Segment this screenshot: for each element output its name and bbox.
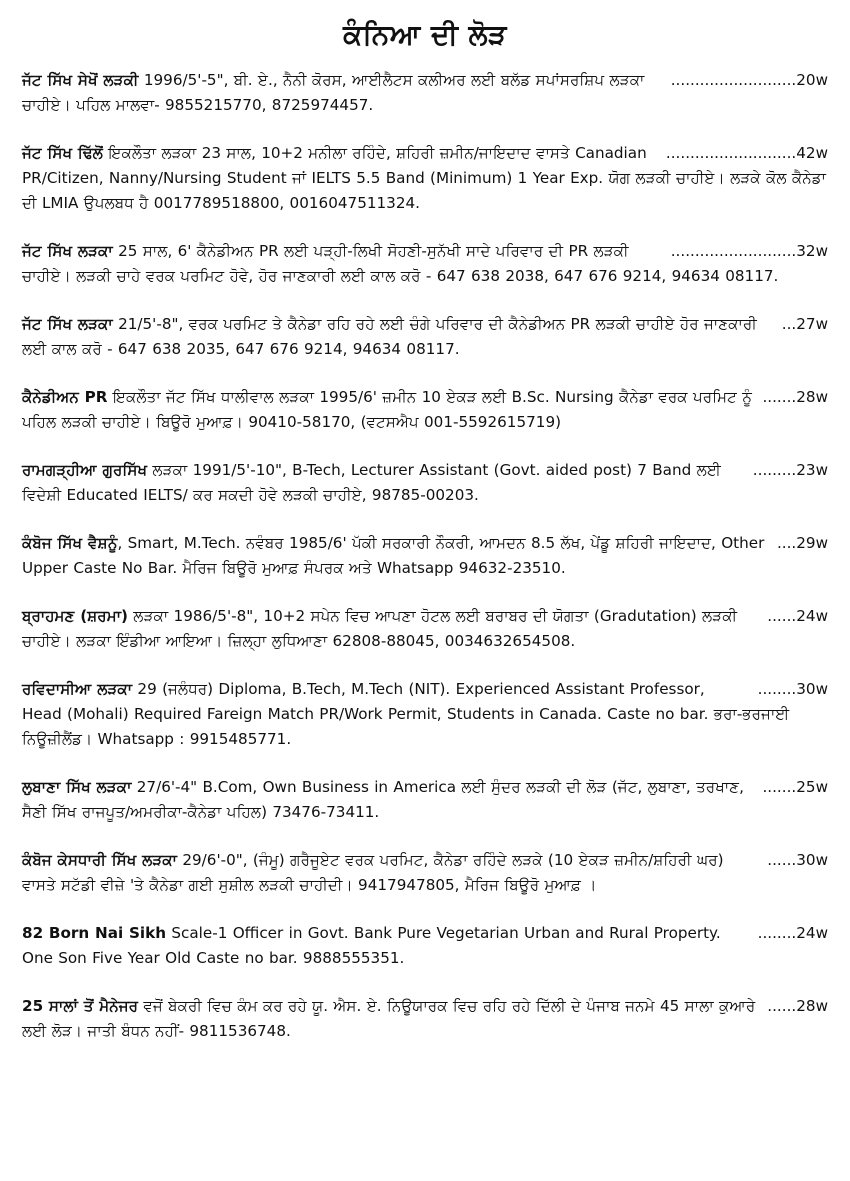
classified-ad	[22, 141, 828, 216]
ad-heading: 25 ਸਾਲਾਂ ਤੋਂ ਮੈਨੇਜਰ	[22, 997, 139, 1015]
ad-body: 29/6'-0", (ਜੰਮੂ) ਗਰੈਜੂਏਟ ਵਰਕ ਪਰਮਿਟ, ਕੈਨੇਡਾ ਰਹਿੰਦੇ ਲੜਕੇ (10 ਏਕੜ ਜ਼ਮੀਨ/ਸ਼ਹਿਰੀ ਘਰ) ਵਾਸਤੇ ਸਟੱਡੀ ਵੀਜ਼ੇ 'ਤੇ ਕੈਨੇਡਾ ਗਈ ਸੁਸ਼ੀਲ ਲੜਕੀ ਚਾਹੀਦੀ। 9417947805, ਮੈਰਿਜ ਬਿਊਰੋ ਮੁਆਫ਼ ।	[22, 851, 724, 894]
ad-word-count: .......25w	[762, 778, 828, 796]
ad-heading: ਕੈਨੇਡੀਅਨ PR	[22, 388, 108, 406]
ad-heading: ਜੱਟ ਸਿੱਖ ਲੜਕਾ	[22, 242, 113, 260]
ad-word-count: ......30w	[767, 851, 828, 869]
ad-body: 25 ਸਾਲ, 6' ਕੈਨੇਡੀਅਨ PR ਲਈ ਪੜ੍ਹੀ-ਲਿਖੀ ਸੋਹਣੀ-ਸੁਨੱਖੀ ਸਾਦੇ ਪਰਿਵਾਰ ਦੀ PR ਲੜਕੀ ਚਾਹੀਏ। ਲੜਕੀ ਚਾਹੇ ਵਰਕ ਪਰਮਿਟ ਹੋਵੇ, ਹੋਰ ਜਾਣਕਾਰੀ ਲਈ ਕਾਲ ਕਰੋ - 647 638 2038, 647 676 9214, 94634 08117.	[22, 242, 779, 285]
ad-word-count: .........23w	[752, 461, 828, 479]
ad-word-count: ........30w	[757, 680, 828, 698]
classified-ad	[22, 531, 828, 581]
ad-body: , Smart, M.Tech. ਨਵੰਬਰ 1985/6' ਪੱਕੀ ਸਰਕਾਰੀ ਨੌਕਰੀ, ਆਮਦਨ 8.5 ਲੱਖ, ਪੇਂਡੂ ਸ਼ਹਿਰੀ ਜਾਇਦਾਦ, Other Upper Caste No Bar. ਮੈਰਿਜ ਬਿਊਰੋ ਮੁਆਫ਼ ਸੰਪਰਕ ਅਤੇ Whatsapp 94632-23510.	[22, 534, 765, 577]
ad-body: ਇਕਲੌਤਾ ਜੱਟ ਸਿੱਖ ਧਾਲੀਵਾਲ ਲੜਕਾ 1995/6' ਜ਼ਮੀਨ 10 ਏਕੜ ਲਈ B.Sc. Nursing ਕੈਨੇਡਾ ਵਰਕ ਪਰਮਿਟ ਨੂੰ ਪਹਿਲ ਲੜਕੀ ਚਾਹੀਏ। ਬਿਊਰੋ ਮੁਆਫ਼। 90410-58170, (ਵਟਸਐਪ 001-5592615719)	[22, 388, 753, 431]
ad-heading: ਜੱਟ ਸਿੱਖ ਲੜਕਾ	[22, 315, 113, 333]
ad-heading: ਰਵਿਦਾਸੀਆ ਲੜਕਾ	[22, 680, 133, 698]
ad-body: 21/5'-8", ਵਰਕ ਪਰਮਿਟ ਤੇ ਕੈਨੇਡਾ ਰਹਿ ਰਹੇ ਲਈ ਚੰਗੇ ਪਰਿਵਾਰ ਦੀ ਕੈਨੇਡੀਅਨ PR ਲੜਕੀ ਚਾਹੀਏ ਹੋਰ ਜਾਣਕਾਰੀ ਲਈ ਕਾਲ ਕਰੋ - 647 638 2035, 647 676 9214, 94634 08117.	[22, 315, 757, 358]
ad-body: ਵਜੋਂ ਬੇਕਰੀ ਵਿਚ ਕੰਮ ਕਰ ਰਹੇ ਯੂ. ਐਸ. ਏ. ਨਿਊਯਾਰਕ ਵਿਚ ਰਹਿ ਰਹੇ ਦਿੱਲੀ ਦੇ ਪੰਜਾਬ ਜਨਮੇ 45 ਸਾਲਾ ਕੁਆਰੇ ਲਈ ਲੋੜ। ਜਾਤੀ ਬੰਧਨ ਨਹੀਂ- 9811536748.	[22, 997, 756, 1040]
classified-ad	[22, 385, 828, 435]
classified-ad	[22, 994, 828, 1044]
ad-word-count: ...........................42w	[665, 144, 828, 162]
classified-ad	[22, 775, 828, 825]
ad-body: ਲੜਕਾ 1986/5'-8", 10+2 ਸਪੇਨ ਵਿਚ ਆਪਣਾ ਹੋਟਲ ਲਈ ਬਰਾਬਰ ਦੀ ਯੋਗਤਾ (Gradutation) ਲੜਕੀ ਚਾਹੀਏ। ਲੜਕਾ ਇੰਡੀਆ ਆਇਆ। ਜ਼ਿਲ੍ਹਾ ਲੁਧਿਆਣਾ 62808-88045, 0034632654508.	[22, 607, 738, 650]
ad-body: Scale-1 Officer in Govt. Bank Pure Vegetarian Urban and Rural Property. One Son Five Year Old Caste no bar. 9888555351.	[22, 924, 721, 967]
classified-ad	[22, 848, 828, 898]
classified-ad	[22, 239, 828, 289]
ad-body: ਇਕਲੌਤਾ ਲੜਕਾ 23 ਸਾਲ, 10+2 ਮਨੀਲਾ ਰਹਿੰਦੇ, ਸ਼ਹਿਰੀ ਜ਼ਮੀਨ/ਜਾਇਦਾਦ ਵਾਸਤੇ Canadian PR/Citizen, Nanny/Nursing Student ਜਾਂ IELTS 5.5 Band (Minimum) 1 Year Exp. ਯੋਗ ਲੜਕੀ ਚਾਹੀਏ। ਲੜਕੇ ਕੋਲ ਕੈਨੇਡਾ ਦੀ LMIA ਉਪਲਬਧ ਹੈ 0017789518800, 0016047511324.	[22, 144, 826, 212]
ad-body: ਲੜਕਾ 1991/5'-10", B-Tech, Lecturer Assistant (Govt. aided post) 7 Band ਲਈ ਵਿਦੇਸ਼ੀ Educated IELTS/ ਕਰ ਸਕਦੀ ਹੋਵੇ ਲੜਕੀ ਚਾਹੀਏ, 98785-00203.	[22, 461, 721, 504]
ad-heading: ਕੰਬੋਜ ਸਿੱਖ ਵੈਸ਼ਨੂੰ	[22, 534, 118, 552]
ad-heading: ਲੁਬਾਣਾ ਸਿੱਖ ਲੜਕਾ	[22, 778, 132, 796]
ad-word-count: ........24w	[757, 924, 828, 942]
ad-word-count: ......24w	[767, 607, 828, 625]
ad-heading: ਕੰਬੋਜ ਕੇਸਧਾਰੀ ਸਿੱਖ ਲੜਕਾ	[22, 851, 178, 869]
ad-word-count: ....29w	[776, 534, 828, 552]
ad-word-count: ..........................20w	[670, 71, 828, 89]
ad-word-count: ......28w	[767, 997, 828, 1015]
classified-ad	[22, 458, 828, 508]
ad-word-count: .......28w	[762, 388, 828, 406]
ad-heading: ਬ੍ਰਾਹਮਣ (ਸ਼ਰਮਾ)	[22, 607, 128, 625]
classified-ad	[22, 921, 828, 971]
ad-body: 29 (ਜਲੰਧਰ) Diploma, B.Tech, M.Tech (NIT). Experienced Assistant Professor, Head (Mohali) Required Fareign Match PR/Work Permit, Students in Canada. Caste no bar. ਭਰਾ-ਭਰਜਾਈ ਨਿਊਜ਼ੀਲੈਂਡ। Whatsapp : 9915485771.	[22, 680, 790, 748]
classified-ad	[22, 312, 828, 362]
classified-ad	[22, 68, 828, 118]
ad-heading: ਰਾਮਗੜ੍ਹੀਆ ਗੁਰਸਿੱਖ	[22, 461, 148, 479]
ad-heading: ਜੱਟ ਸਿੱਖ ਸੇਖੋਂ ਲੜਕੀ	[22, 71, 139, 89]
classified-ad	[22, 677, 828, 752]
page-title: ਕੰਨਿਆ ਦੀ ਲੋੜ	[343, 18, 507, 51]
ad-word-count: ..........................32w	[670, 242, 828, 260]
ad-heading: 82 Born Nai Sikh	[22, 924, 167, 942]
ad-body: 1996/5'-5", ਬੀ. ਏ., ਨੈਨੀ ਕੋਰਸ, ਆਈਲੈਟਸ ਕਲੀਅਰ ਲਈ ਬਲੱਡ ਸਪਾਂਸਰਸ਼ਿਪ ਲੜਕਾ ਚਾਹੀਏ। ਪਹਿਲ ਮਾਲਵਾ- 9855215770, 8725974457.	[22, 71, 645, 114]
ad-body: 27/6'-4" B.Com, Own Business in America ਲਈ ਸੁੰਦਰ ਲੜਕੀ ਦੀ ਲੋੜ (ਜੱਟ, ਲੁਬਾਣਾ, ਤਰਖਾਣ, ਸੈਣੀ ਸਿੱਖ ਰਾਜਪੂਤ/ਅਮਰੀਕਾ-ਕੈਨੇਡਾ ਪਹਿਲ) 73476-73411.	[22, 778, 744, 821]
ad-word-count: ...27w	[781, 315, 828, 333]
ad-heading: ਜੱਟ ਸਿੱਖ ਢਿੱਲੋਂ	[22, 144, 103, 162]
classified-ad	[22, 604, 828, 654]
